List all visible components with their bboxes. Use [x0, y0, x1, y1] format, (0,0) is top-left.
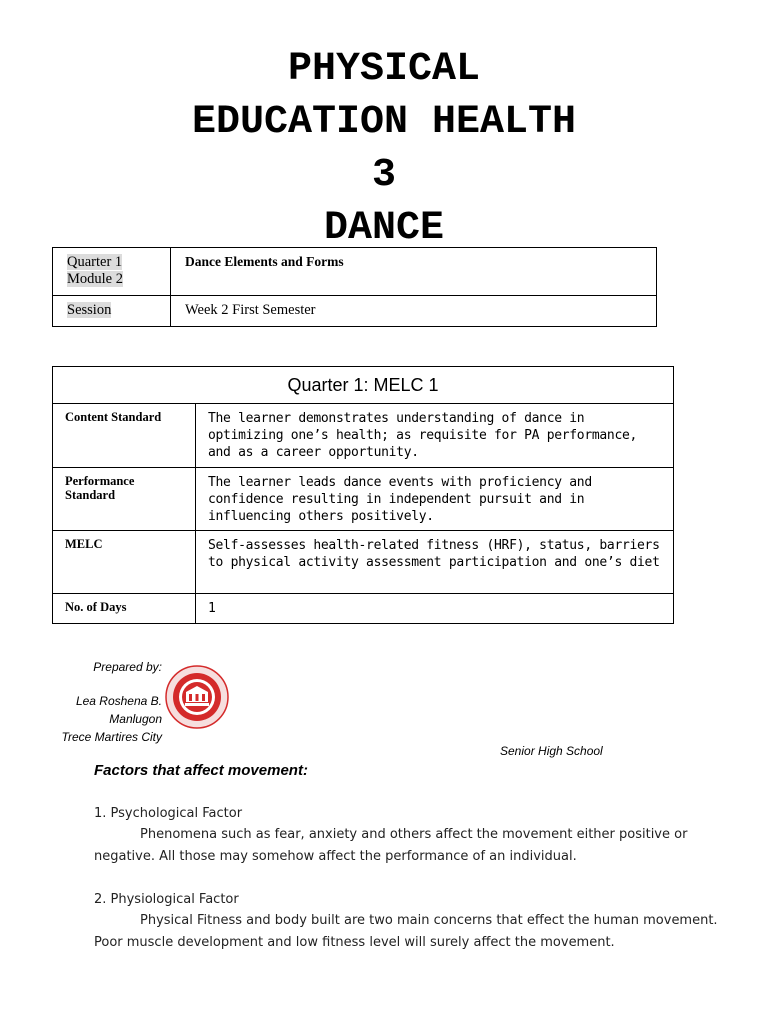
module-info-table	[52, 247, 657, 327]
document-title	[0, 44, 768, 256]
author-city: Trece Martires City	[61, 730, 162, 744]
quarter-label: Quarter 1	[67, 254, 123, 270]
topic-cell: Dance Elements and Forms	[171, 248, 657, 296]
author-name-line-2: Manlugon	[109, 712, 162, 726]
melc-table	[52, 366, 674, 624]
quarter-module-cell	[53, 248, 171, 296]
prepared-by-label: Prepared by:	[93, 660, 162, 674]
performance-standard-value: The learner leads dance events with proficiency and confidence resulting in independent pursuit and in influencing others positively.	[196, 468, 674, 531]
school-seal-icon	[164, 664, 230, 730]
content-standard-label: Content Standard	[53, 404, 196, 468]
factor-1-title: 1. Psychological Factor	[94, 806, 243, 821]
factor-2-text: Physical Fitness and body built are two main concerns that effect the human movement. Poor muscle development and low fitness level will surely affect the movement.	[94, 913, 718, 950]
title-line-2: EDUCATION HEALTH	[191, 100, 577, 145]
module-label: Module 2	[67, 271, 123, 287]
title-line-1: PHYSICAL	[287, 47, 481, 92]
factor-2-title: 2. Physiological Factor	[94, 892, 239, 907]
days-label: No. of Days	[53, 594, 196, 624]
section-heading: Factors that affect movement:	[94, 762, 308, 779]
melc-label: MELC	[53, 531, 196, 594]
melc-heading: Quarter 1: MELC 1	[53, 367, 674, 404]
factor-1-text: Phenomena such as fear, anxiety and others affect the movement either positive or negative. All those may somehow affect the performance of an individual.	[94, 827, 688, 864]
performance-standard-label: Performance Standard	[53, 468, 196, 531]
content-standard-value: The learner demonstrates understanding of dance in optimizing one’s health; as requisite for PA performance, and as a career opportunity.	[196, 404, 674, 468]
school-name: Senior High School	[500, 744, 603, 758]
days-value: 1	[196, 594, 674, 624]
title-line-3: 3	[371, 153, 396, 198]
title-line-4: DANCE	[323, 206, 445, 251]
session-label: Session	[53, 296, 171, 327]
melc-value: Self-assesses health-related fitness (HRF), status, barriers to physical activity assessment participation and one’s diet	[196, 531, 674, 594]
session-value: Week 2 First Semester	[171, 296, 657, 327]
author-name-line-1: Lea Roshena B.	[75, 694, 162, 708]
